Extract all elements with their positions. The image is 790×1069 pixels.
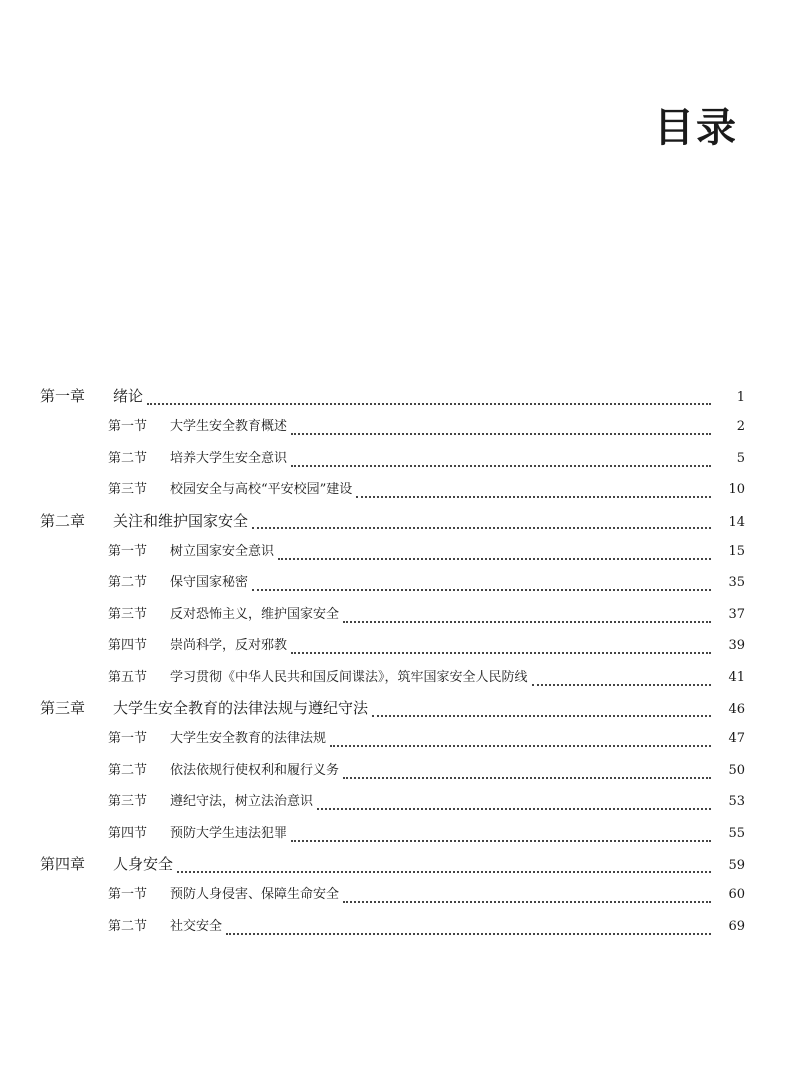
- page-number: 5: [736, 450, 745, 466]
- toc-section-entry[interactable]: [40, 666, 745, 698]
- section-number: 第二节: [108, 450, 148, 466]
- section-title: 社交安全: [170, 918, 223, 934]
- page-number: 46: [728, 702, 745, 717]
- page-number: 37: [728, 606, 745, 622]
- section-number: 第一节: [108, 543, 148, 559]
- chapter-title: 人身安全: [113, 855, 174, 873]
- toc-section-entry[interactable]: [40, 478, 745, 510]
- section-title: 校园安全与高校“平安校园”建设: [170, 482, 353, 497]
- page-number: 41: [728, 669, 745, 685]
- toc-section-entry[interactable]: [40, 727, 745, 759]
- toc-section-entry[interactable]: [40, 415, 745, 447]
- page-number: 55: [728, 825, 745, 841]
- page-number: 59: [728, 858, 745, 873]
- chapter-title: 大学生安全教育的法律法规与遵纪守法: [113, 699, 369, 717]
- dot-leader: [343, 776, 711, 779]
- section-title: 树立国家安全意识: [170, 543, 275, 559]
- toc-chapter-entry[interactable]: [40, 385, 745, 415]
- page-number: 60: [728, 887, 745, 902]
- section-number: 第二节: [108, 575, 148, 590]
- section-title: 崇尚科学，反对邪教: [170, 638, 288, 653]
- section-number: 第三节: [108, 794, 148, 809]
- toc-section-entry[interactable]: [40, 603, 745, 635]
- page-number: 39: [728, 638, 745, 653]
- dot-leader: [278, 557, 711, 560]
- table-of-contents: [40, 385, 745, 946]
- chapter-number: 第四章: [40, 855, 86, 873]
- section-number: 第二节: [108, 918, 148, 934]
- section-number: 第三节: [108, 606, 148, 622]
- chapter-number: 第三章: [40, 699, 86, 717]
- section-number: 第一节: [108, 419, 148, 434]
- dot-leader: [252, 588, 711, 591]
- section-number: 第三节: [108, 482, 148, 497]
- page-number: 15: [728, 543, 745, 559]
- page-number: 50: [728, 762, 745, 778]
- section-title: 学习贯彻《中华人民共和国反间谍法》，筑牢国家安全人民防线: [170, 669, 528, 685]
- toc-section-entry[interactable]: [40, 634, 745, 666]
- dot-leader: [330, 744, 711, 747]
- section-title: 培养大学生安全意识: [170, 450, 288, 466]
- page-number: 69: [728, 918, 745, 934]
- dot-leader: [226, 932, 711, 935]
- toc-chapter-entry[interactable]: [40, 510, 745, 540]
- toc-section-entry[interactable]: [40, 790, 745, 822]
- toc-chapter-entry[interactable]: [40, 853, 745, 883]
- dot-leader: [291, 464, 711, 467]
- page-number: 1: [736, 390, 745, 405]
- page-number: 14: [728, 514, 745, 530]
- page-number: 53: [728, 794, 745, 809]
- chapter-title: 关注和维护国家安全: [113, 511, 249, 530]
- section-title: 预防大学生违法犯罪: [170, 825, 288, 841]
- page-number: 2: [736, 419, 745, 434]
- dot-leader: [343, 620, 711, 623]
- chapter-number: 第一章: [40, 387, 86, 405]
- section-number: 第一节: [108, 731, 148, 746]
- toc-section-entry[interactable]: [40, 883, 745, 915]
- toc-section-entry[interactable]: [40, 571, 745, 603]
- section-title: 预防人身侵害、保障生命安全: [170, 887, 340, 902]
- dot-leader: [252, 526, 711, 529]
- toc-chapter-entry[interactable]: [40, 697, 745, 727]
- section-title: 大学生安全教育概述: [170, 419, 288, 434]
- dot-leader: [372, 714, 711, 717]
- dot-leader: [291, 432, 711, 435]
- toc-section-entry[interactable]: [40, 447, 745, 479]
- section-title: 依法依规行使权利和履行义务: [170, 762, 340, 778]
- page-number: 35: [728, 575, 745, 590]
- toc-section-entry[interactable]: [40, 822, 745, 854]
- dot-leader: [147, 402, 711, 405]
- section-title: 遵纪守法，树立法治意识: [170, 794, 314, 809]
- dot-leader: [343, 900, 711, 903]
- dot-leader: [317, 807, 711, 810]
- chapter-title: 绪论: [113, 387, 144, 405]
- chapter-number: 第二章: [40, 511, 86, 530]
- section-number: 第二节: [108, 762, 148, 778]
- section-number: 第四节: [108, 825, 148, 841]
- section-title: 反对恐怖主义，维护国家安全: [170, 606, 340, 622]
- dot-leader: [291, 839, 711, 842]
- section-number: 第一节: [108, 887, 148, 902]
- section-title: 大学生安全教育的法律法规: [170, 731, 327, 746]
- section-number: 第五节: [108, 669, 148, 685]
- page-number: 10: [728, 482, 745, 497]
- page-number: 47: [728, 731, 745, 746]
- toc-section-entry[interactable]: [40, 759, 745, 791]
- dot-leader: [177, 870, 711, 873]
- section-number: 第四节: [108, 638, 148, 653]
- toc-section-entry[interactable]: [40, 540, 745, 572]
- dot-leader: [532, 683, 711, 686]
- dot-leader: [291, 651, 711, 654]
- page-title: 目录: [654, 105, 738, 151]
- section-title: 保守国家秘密: [170, 575, 249, 590]
- toc-section-entry[interactable]: [40, 915, 745, 947]
- dot-leader: [356, 495, 711, 498]
